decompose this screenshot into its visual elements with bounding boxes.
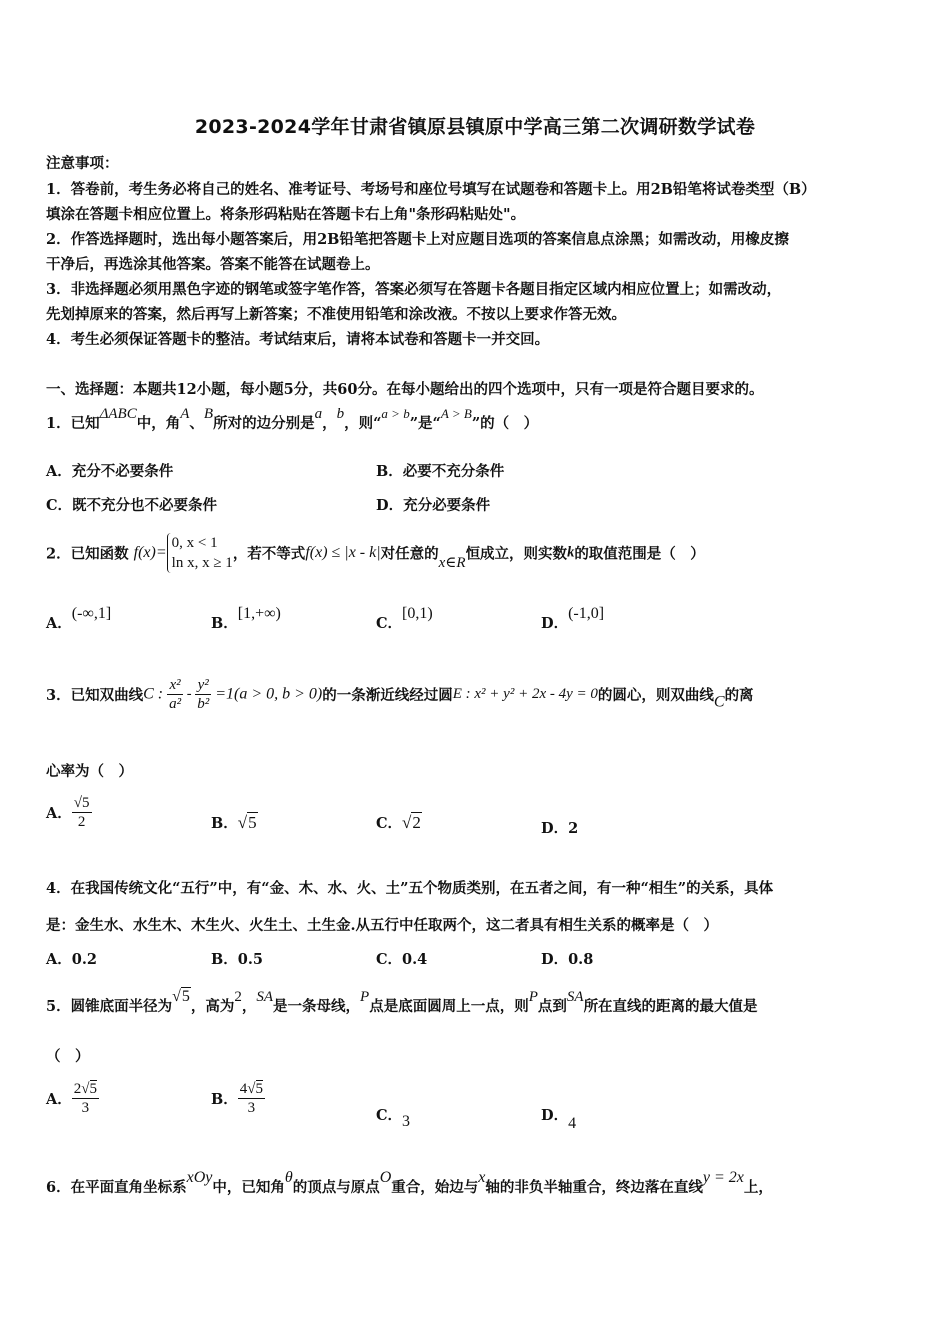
q3-option-d[interactable]: D．2 [541,820,579,837]
q3-text: 3．已知双曲线 [46,687,144,704]
q2-case-2: ln x, x ≥ 1 [171,555,233,571]
q1-option-b[interactable]: B．必要不充分条件 [376,463,505,480]
notice-line: 3．非选择题必须用黑色字迹的钢笔或签字笔作答，答案必须写在答题卡各题目指定区域内相应位置上；如需改动， [46,281,782,298]
q3-text: 的一条渐近线经过圆 [322,687,453,704]
notice-heading: 注意事项： [46,155,119,172]
q5-math-height: 2 [234,989,242,1005]
q4-option-b[interactable]: B．0.5 [211,951,263,968]
q2-text: 对任意的 [380,545,439,563]
q1-math-side-a: a [314,406,323,422]
q5-math-sa2: SA [566,989,584,1005]
q2-option-a[interactable] [46,605,112,633]
notice-line: 1．答卷前，考生务必将自己的姓名、准考证号、考场号和座位号填写在试题卷和答题卡上。用2B铅笔将试卷类型（B） [46,181,816,198]
q1-text: ”是“ [409,415,441,432]
q6-math-o: O [379,1169,392,1186]
q3-text: 的圆心，则双曲线 [597,687,714,704]
q1-math-cond1: a > b [381,406,410,421]
q5-radicand: 5 [255,1081,263,1097]
q3-fraction-y [195,676,211,713]
q5-option-value: 3 [402,1113,411,1130]
notice-line: 干净后，再选涂其他答案。答案不能答在试题卷上。 [46,256,380,273]
q1-text: 所对的边分别是 [213,415,315,432]
q1-text: 、 [189,415,204,432]
q4-line-1: 4．在我国传统文化“五行”中，有“金、木、水、火、土”五个物质类别，在五者之间，有一种“相生”的关系，具体 [46,880,774,897]
q3-option-a[interactable] [46,794,92,831]
question-6 [46,1169,773,1197]
q5-text: 点到 [537,998,567,1015]
q3-frac-num: √5 [73,795,90,811]
notice-line: 4．考生必须保证答题卡的整洁。考试结束后，请将本试卷和答题卡一并交回。 [46,331,550,348]
q2-math-inequality: f(x) ≤ |x - k| [305,544,381,561]
q5-math-p: P [360,989,370,1005]
q5-option-label: C． [376,1107,403,1124]
q3-frac-den: b² [197,696,210,712]
q2-piecewise [167,533,233,573]
notice-line: 先划掉原来的答案，然后再写上新答案；不准使用铅笔和涂改液。不按以上要求作答无效。 [46,306,626,323]
q5-line-2: （ ） [46,1048,90,1065]
q4-option-d[interactable]: D．0.8 [541,951,594,968]
q1-option-d[interactable]: D．充分必要条件 [376,497,491,514]
q5-text: ，高为 [190,998,235,1015]
q3-math-c2: C [713,693,725,711]
q2-option-label: C． [376,615,403,632]
q3-math-circle: E : x² + y² + 2x - 4y = 0 [452,686,598,702]
q1-text: ， [322,415,337,432]
q6-math-line: y = 2x [702,1169,744,1186]
q2-option-value: [0,1) [402,605,433,622]
q5-option-b-fraction [238,1080,265,1117]
q5-frac-den: 3 [247,1100,256,1116]
q5-frac-num: 4√5 [239,1081,263,1097]
q5-option-c[interactable] [376,1104,411,1130]
q1-math-triangle: ΔABC [99,406,137,422]
q5-option-a[interactable] [46,1080,99,1117]
q3-frac-den: 2 [72,812,92,831]
q2-option-c[interactable] [376,605,433,633]
q2-option-label: B． [211,615,238,632]
q3-option-label: A． [46,805,72,822]
q5-text: ， [241,998,257,1015]
q6-text: 重合，始边与 [391,1179,479,1196]
q2-text: ，若不等式 [232,545,306,563]
q2-text: 的取值范围是（ ） [574,545,705,563]
q5-coef: 2 [73,1081,82,1097]
q5-option-b[interactable] [211,1080,265,1117]
q5-radicand: 5 [89,1081,97,1097]
q5-option-value: 4 [568,1115,577,1132]
q3-minus: - [183,686,196,702]
q3-text: 的离 [724,687,754,704]
section-heading: 一、选择题：本题共12小题，每小题5分，共60分。在每小题给出的四个选项中，只有一项是符合题目要求的。 [46,381,764,398]
q3-option-b[interactable] [211,812,258,833]
question-1 [46,406,539,433]
q2-option-d[interactable] [541,605,605,633]
q6-text: 上， [743,1179,773,1196]
q5-math-p2: P [528,989,538,1005]
q5-frac-num: 2√5 [73,1081,97,1097]
q2-option-b[interactable] [211,605,281,633]
q3-option-a-fraction [72,794,92,831]
q2-option-value: [1,+∞) [237,605,281,622]
q6-text: 轴的非负半轴重合，终边落在直线 [485,1179,703,1196]
q5-option-a-fraction [72,1080,99,1117]
q3-frac-den: a² [169,696,182,712]
q5-radicand: 5 [181,988,190,1005]
q2-option-label: D． [541,615,569,632]
q2-math-domain: x∈R [438,555,466,571]
q5-coef: 4 [239,1081,248,1097]
q3-option-c-sqrt: √2 [402,813,421,832]
q5-option-label: D． [541,1107,569,1124]
q1-math-angle-b: B [203,406,214,422]
q3-option-b-sqrt: √5 [237,813,257,832]
q5-math-radius: √5 [172,988,190,1005]
notice-line: 填涂在答题卡相应位置上。将条形码粘贴在答题卡右上角"条形码粘贴处"。 [46,206,526,223]
q3-frac-num: y² [195,676,211,695]
q1-math-cond2: A > B [440,406,472,421]
q6-math-theta: θ [284,1169,293,1186]
q2-case-1: 0, x < 1 [171,535,218,551]
q3-option-c[interactable] [376,812,422,833]
q3-radicand: 5 [248,813,257,832]
q2-math-k: k [567,544,575,561]
question-2 [46,533,705,573]
q6-math-x: x [478,1169,486,1186]
q4-option-a[interactable]: A．0.2 [46,951,97,968]
q3-option-label: B． [211,815,238,832]
q5-text: 点是底面圆周上一点，则 [369,998,529,1015]
notice-line: 2．作答选择题时，选出每小题答案后，用2B铅笔把答题卡上对应题目选项的答案信息点涂黑；如需改动，用橡皮擦 [46,231,789,248]
question-5 [46,988,758,1016]
q2-math-function: f(x)= [133,544,167,561]
q5-option-label: B． [211,1091,238,1108]
q2-text: 恒成立，则实数 [465,545,568,563]
question-3 [46,676,754,713]
q2-text: 2．已知函数 [46,545,129,563]
q1-text: 中，角 [136,415,181,432]
q5-text: 5．圆锥底面半径为 [46,998,173,1015]
q2-option-value: (-∞,1] [71,605,112,622]
q3-fraction-x [167,676,183,713]
q2-option-value: (-1,0] [568,605,605,622]
q4-line-2: 是：金生水、水生木、木生火、火生土、土生金.从五行中任取两个，这二者具有相生关系的概率是（ ） [46,917,719,934]
q3-math-c: C : [143,685,168,703]
q6-text: 的顶点与原点 [292,1179,380,1196]
q6-math-xoy: xOy [186,1169,213,1186]
q4-option-c[interactable]: C．0.4 [376,951,428,968]
exam-title: 2023-2024学年甘肃省镇原县镇原中学高三第二次调研数学试卷 [194,116,756,138]
q1-option-c[interactable]: C．既不充分也不必要条件 [46,497,218,514]
q3-frac-num: x² [167,676,183,695]
q5-option-label: A． [46,1091,72,1108]
q1-math-side-b: b [336,406,345,422]
q6-text: 6．在平面直角坐标系 [46,1179,187,1196]
q5-text: 是一条母线， [273,998,361,1015]
q1-math-angle-a: A [180,406,190,422]
q3-line-2: 心率为（ ） [46,763,133,780]
q1-option-a[interactable]: A．充分不必要条件 [46,463,174,480]
q3-math-condition: =1(a > 0, b > 0) [211,685,323,703]
q5-frac-den: 3 [81,1100,90,1116]
q1-text: ”的（ ） [471,415,539,432]
q5-option-d[interactable] [541,1104,577,1132]
q6-text: 中，已知角 [212,1179,285,1196]
q2-option-label: A． [46,615,72,632]
q1-text: 1．已知 [46,415,100,432]
q5-math-sa: SA [256,989,274,1005]
q3-radicand: 2 [412,813,421,832]
q1-text: ，则“ [344,415,382,432]
q5-text: 所在直线的距离的最大值是 [583,998,758,1015]
q3-option-label: C． [376,815,403,832]
